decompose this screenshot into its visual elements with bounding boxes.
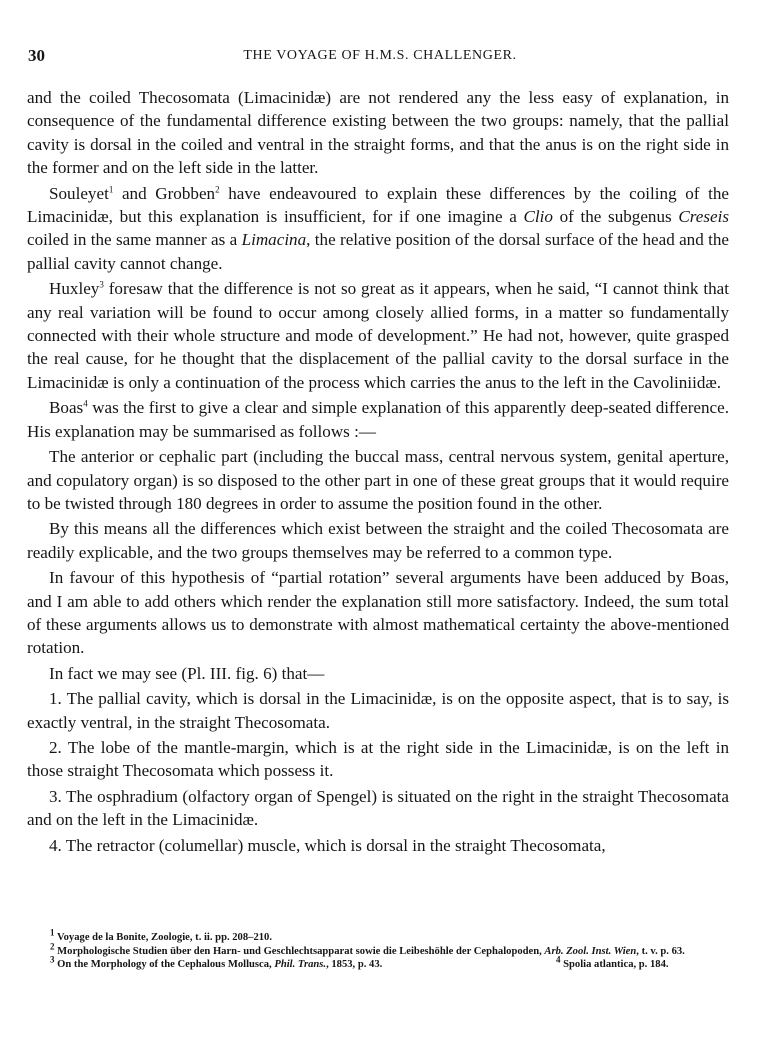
footnote-2: $^2$ Morphologische Studien über den Harn- und Geschlechtsapparat sowie die Leibeshöhle der Cephalopoden, Arb. Zool. Inst. Wien, t. v. p. 63. (50, 941, 685, 957)
paragraph-4: Boas$^4$ was the first to give a clear and simple explanation of this apparently deep-seated difference. His explanation may be summarised as follows :— (27, 398, 729, 441)
footnote-ref-4: 4 (83, 398, 88, 409)
paragraph-3: Huxley$^3$ foresaw that the difference is not so great as it appears, when he said, “I cannot think that any real variation will be found to occur among closely allied forms, in a matter so fundamentally connected with their whole structure and mode of development.” He had not, however, quite grasped the real cause, for he thought that the displacement of the pallial cavity to the dorsal surface in the Limacinidæ is only a continuation of the process which carries the anus to the left in the Cavoliniidæ. (27, 279, 729, 392)
paragraph-7: In favour of this hypothesis of “partial rotation” several arguments have been adduced by Boas, and I am able to add others which render the explanation still more satisfactory. Indeed, the sum total of these arguments allows us to demonstrate with almost mathematical certainty the above-mentioned rotation. (27, 568, 729, 658)
genus-clio: Clio (523, 207, 553, 227)
footnote-ref-3: 3 (99, 279, 104, 290)
list-item: 1. The pallial cavity, which is dorsal in the Limacinidæ, is on the opposite aspect, that is to say, is exactly ventral, in the straight Thecosomata. (27, 689, 729, 732)
paragraph-8: In fact we may see (Pl. III. fig. 6) that— (49, 663, 325, 683)
footnote-4: $^4$ Spolia atlantica, p. 184. (556, 954, 669, 971)
footnote-ref-1: 1 (108, 183, 114, 194)
footnote-3: $^3$ On the Morphology of the Cephalous Mollusca, Phil. Trans., 1853, p. 43. (50, 954, 383, 971)
page-number: 30 (28, 46, 45, 65)
footnote-ref-2: 2 (215, 183, 220, 194)
list-item: 2. The lobe of the mantle-margin, which is at the right side in the Limacinidæ, is on the left in those straight Thecosomata which possess it. (27, 737, 729, 781)
paragraph-6: By this means all the differences which exist between the straight and the coiled Thecosomata are readily explicable, and the two groups themselves may be referred to a common type. (27, 519, 729, 562)
list-item: 3. The osphradium (olfactory organ of Spengel) is situated on the right in the straight Thecosomata and on the left in the Limacinidæ. (27, 786, 729, 830)
footnotes (50, 927, 726, 972)
subgenus-creseis: Creseis (678, 207, 729, 227)
paragraph-2: Souleyet$^1$ and Grobben$^2$ have endeavoured to explain these differences by the coiling of the Limacinidæ, but this explanation is insufficient, for if one imagine a Clio of the subgenus Creseis coiled in the same manner as a Limacina, the relative position of the dorsal surface of the head and the pallial cavity cannot change. (27, 183, 729, 273)
footnote-1: $^1$ Voyage de la Bonite, Zoologie, t. ii. pp. 208–210. (50, 927, 272, 943)
running-title: THE VOYAGE OF H.M.S. CHALLENGER. (243, 48, 517, 63)
list-item: 4. The retractor (columellar) muscle, which is dorsal in the straight Thecosomata, (49, 835, 606, 855)
genus-limacina: Limacina (241, 230, 307, 250)
paragraph-5: The anterior or cephalic part (including the buccal mass, central nervous system, genital aperture, and copulatory organ) is so disposed to the other part in one of these great groups that it would require to be twisted through 180 degrees in order to assume the position found in the other. (27, 447, 729, 513)
paragraph-1: and the coiled Thecosomata (Limacinidæ) are not rendered any the less easy of explanation, in consequence of the fundamental difference existing between the two groups: namely, that the pallial cavity is dorsal in the coiled and ventral in the straight forms, and that the anus is on the right side in the former and on the left side in the latter. (27, 88, 729, 178)
footnote-3-4-line (50, 954, 726, 972)
body-text (27, 86, 729, 859)
page-header (22, 46, 738, 70)
